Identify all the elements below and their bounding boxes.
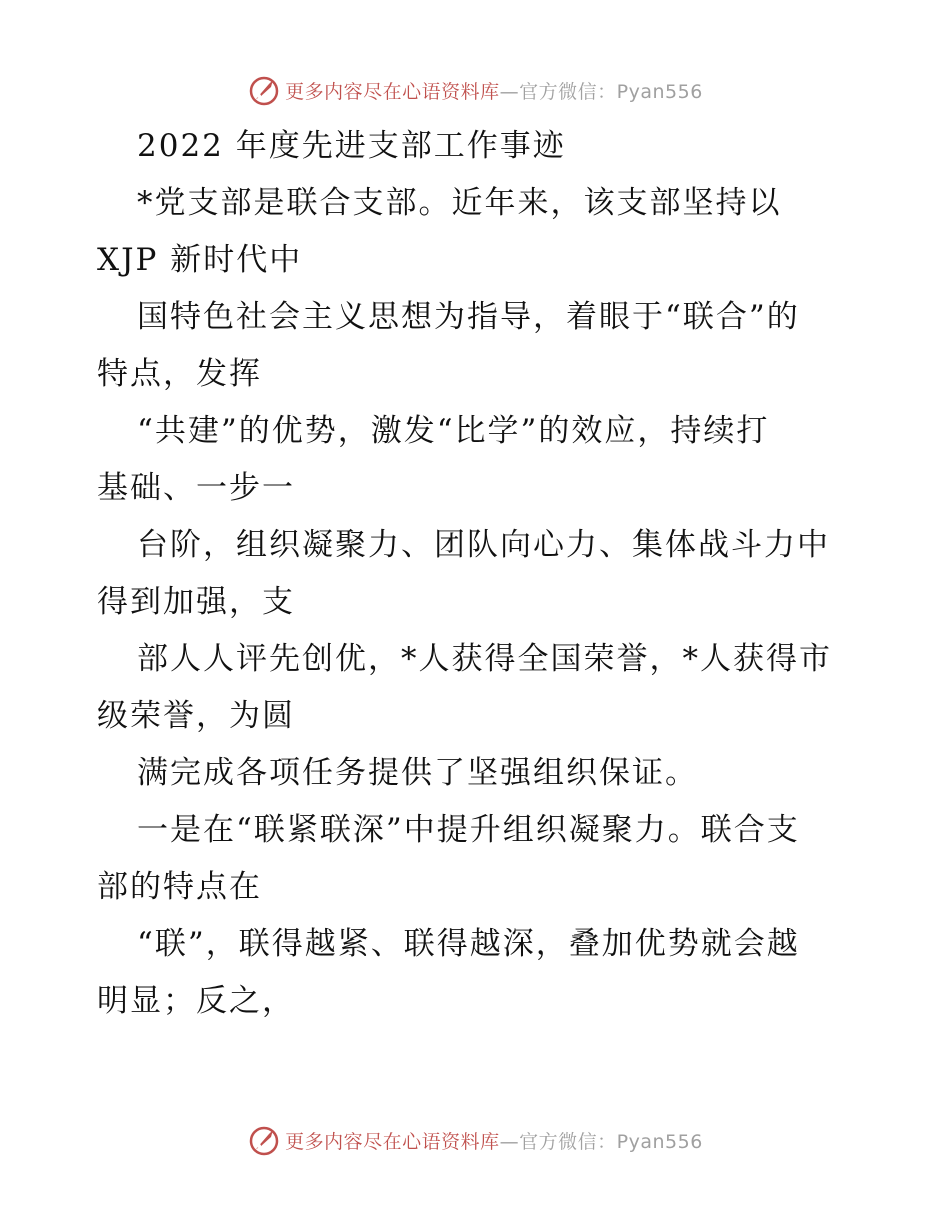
quill-logo-icon <box>247 1123 281 1157</box>
paragraph-line: 满完成各项任务提供了坚强组织保证。 <box>137 755 698 791</box>
paragraph-line: 国特色社会主义思想为指导，着眼于“联合”的 <box>137 299 800 335</box>
document-body <box>97 118 857 1030</box>
header-banner <box>0 70 950 110</box>
quill-logo-icon <box>247 73 281 107</box>
banner-main-text: 更多内容尽在心语资料库 <box>285 1130 500 1153</box>
banner-text <box>285 77 703 104</box>
banner-wechat-text: 官方微信：Pyan556 <box>519 80 703 103</box>
banner-separator: — <box>499 1130 520 1153</box>
banner-text <box>285 1127 703 1154</box>
paragraph-line: 基础、一步一 <box>97 470 295 506</box>
banner-main-text: 更多内容尽在心语资料库 <box>285 80 500 103</box>
paragraph-line: 部的特点在 <box>97 869 262 905</box>
paragraph-line: 台阶，组织凝聚力、团队向心力、集体战斗力中 <box>137 527 830 563</box>
paragraph-line: 部人人评先创优，*人获得全国荣誉，*人获得市 <box>137 641 832 677</box>
paragraph-line: “共建”的优势，激发“比学”的效应，持续打 <box>137 413 770 449</box>
document-title: 2022 年度先进支部工作事迹 <box>137 128 566 164</box>
paragraph-line: 明显；反之， <box>97 983 295 1019</box>
footer-banner <box>0 1120 950 1160</box>
paragraph-line: 得到加强，支 <box>97 584 295 620</box>
paragraph-line: 级荣誉，为圆 <box>97 698 295 734</box>
paragraph-line: 特点，发挥 <box>97 356 262 392</box>
paragraph-line: *党支部是联合支部。近年来，该支部坚持以 <box>137 185 782 221</box>
paragraph-line: “联”，联得越紧、联得越深，叠加优势就会越 <box>137 926 800 962</box>
banner-wechat-text: 官方微信：Pyan556 <box>519 1130 703 1153</box>
paragraph-line: 一是在“联紧联深”中提升组织凝聚力。联合支 <box>137 812 800 848</box>
paragraph-line: XJP 新时代中 <box>97 242 303 278</box>
banner-separator: — <box>499 80 520 103</box>
